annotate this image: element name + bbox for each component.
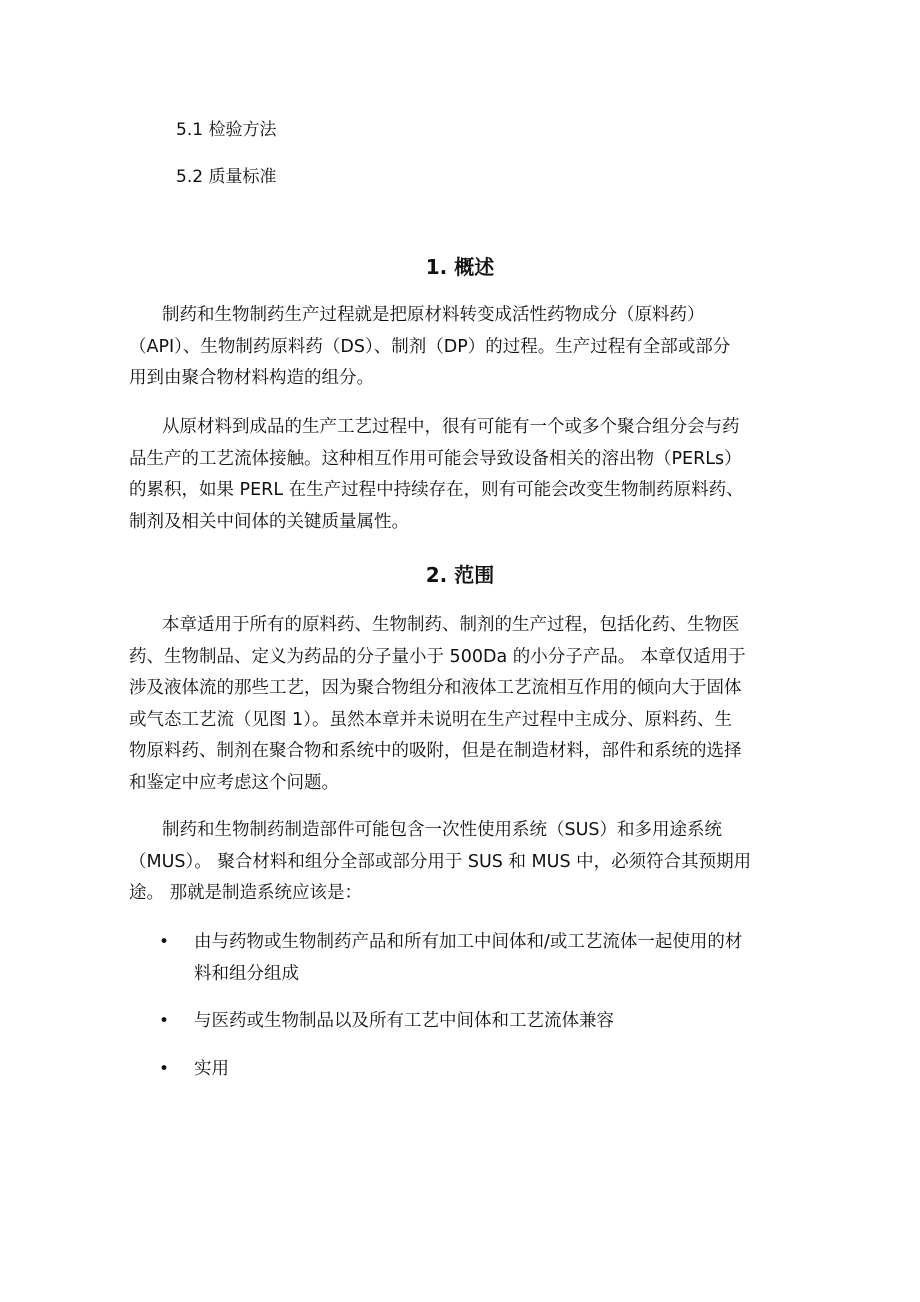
bullet-list bbox=[129, 1054, 779, 1086]
text-line: 用到由聚合物材料构造的组分。 bbox=[129, 368, 374, 388]
text-line: 料和组分组成 bbox=[194, 963, 299, 984]
text-line: 与医药或生物制品以及所有工艺中间体和工艺流体兼容 bbox=[194, 1011, 614, 1031]
section-2-paragraph-1 bbox=[129, 610, 779, 799]
section-1-paragraph-1 bbox=[129, 300, 779, 395]
text-line: 制药和生物制药生产过程就是把原材料转变成活性药物成分（原料药） bbox=[162, 305, 705, 325]
text-line: 物原料药、制剂在聚合物和系统中的吸附，但是在制造材料，部件和系统的选择 bbox=[129, 741, 742, 761]
text-line: 实用 bbox=[194, 1059, 229, 1079]
section-2-title: 2. 范围 bbox=[425, 563, 495, 587]
toc-item-5-2: 5.2 质量标准 bbox=[176, 167, 277, 187]
text-line: 本章适用于所有的原料药、生物制药、制剂的生产过程，包括化药、生物医 bbox=[162, 615, 740, 635]
bullet-list bbox=[129, 927, 779, 990]
text-line: 由与药物或生物制药产品和所有加工中间体和/或工艺流体一起使用的材 bbox=[194, 932, 743, 952]
text-line: （MUS）。 聚合材料和组分全部或部分用于 SUS 和 MUS 中，必须符合其预期用 bbox=[129, 851, 752, 872]
bullet-icon: • bbox=[159, 1059, 170, 1079]
text-line: 制剂及相关中间体的关键质量属性。 bbox=[129, 511, 409, 532]
text-line: 制药和生物制药制造部件可能包含一次性使用系统（SUS）和多用途系统 bbox=[162, 820, 723, 840]
toc-item-5-1: 5.1 检验方法 bbox=[176, 120, 277, 140]
bullet-icon: • bbox=[159, 932, 170, 952]
text-line: 涉及液体流的那些工艺，因为聚合物组分和液体工艺流相互作用的倾向大于固体 bbox=[129, 678, 742, 698]
section-1-title: 1. 概述 bbox=[425, 255, 495, 279]
text-line: 途。 那就是制造系统应该是： bbox=[129, 883, 363, 903]
text-line: 从原材料到成品的生产工艺过程中，很有可能有一个或多个聚合组分会与药 bbox=[162, 417, 740, 437]
list-item bbox=[129, 1054, 779, 1086]
text-line: 或气态工艺流（见图 1）。虽然本章并未说明在生产过程中主成分、原料药、生 bbox=[129, 709, 732, 730]
text-line: 和鉴定中应考虑这个问题。 bbox=[129, 772, 339, 793]
text-line: （API）、生物制药原料药（DS）、制剂（DP）的过程。生产过程有全部或部分 bbox=[129, 336, 731, 357]
section-2-paragraph-2 bbox=[129, 815, 779, 910]
list-item bbox=[129, 927, 779, 990]
text-line: 药、生物制品、定义为药品的分子量小于 500Da 的小分子产品。 本章仅适用于 bbox=[129, 646, 746, 667]
text-line: 的累积，如果 PERL 在生产过程中持续存在，则有可能会改变生物制药原料药、 bbox=[129, 480, 744, 500]
list-item bbox=[129, 1006, 779, 1038]
section-1-paragraph-2 bbox=[129, 412, 779, 538]
bullet-list bbox=[129, 1006, 779, 1038]
bullet-icon: • bbox=[159, 1011, 170, 1031]
text-line: 品生产的工艺流体接触。这种相互作用可能会导致设备相关的溶出物（PERLs） bbox=[129, 448, 742, 469]
